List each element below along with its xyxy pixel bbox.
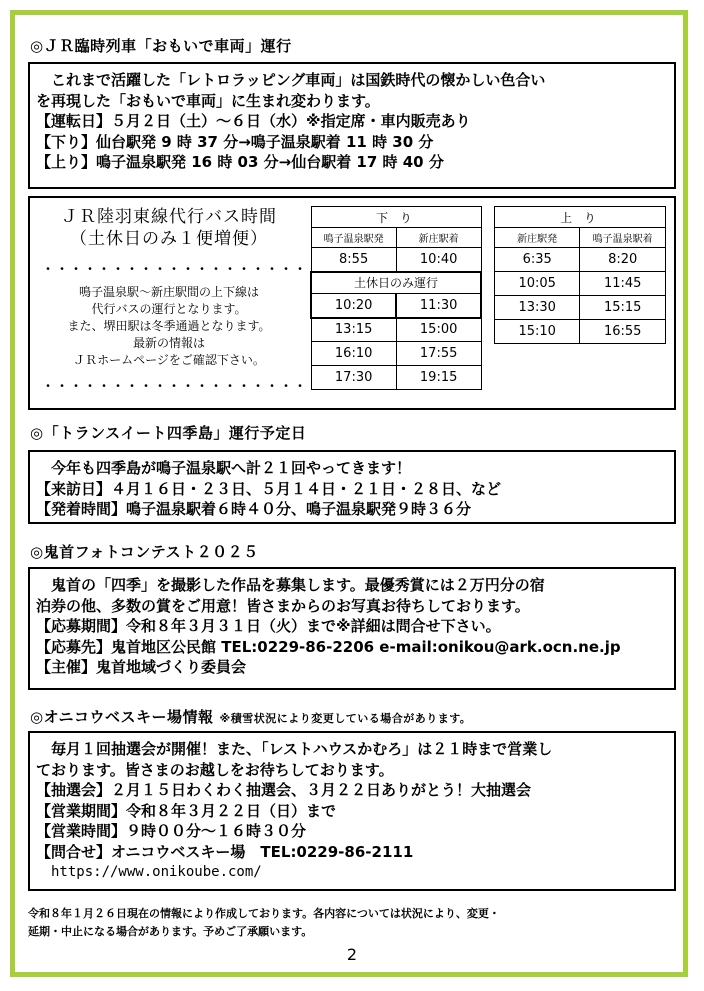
train-suite-line: 【来訪日】４月１６日・２３日、５月１４日・２１日・２８日、など [36,479,502,498]
down-time-cell: 13:15 [311,318,396,342]
bus-title: ＪＲ陸羽東線代行バス時間 [61,207,277,227]
up-time-cell: 10:05 [495,272,580,296]
up-direction-label: 上 り [495,207,666,228]
jr-train-line: 【下り】仙台駅発 9 時 37 分→鳴子温泉駅着 11 時 30 分 [36,132,434,151]
ski-heading-note: ※積雪状況により変更している場合があります。 [219,712,472,725]
up-time-cell: 6:35 [495,248,580,272]
up-time-cell: 13:30 [495,296,580,320]
ski-line: 【営業期間】令和８年３月２２日（日）まで [36,801,337,820]
up-time-cell: 16:55 [580,320,666,344]
jr-train-line: を再現した「おもいで車両」に生まれ変わります。 [36,91,380,110]
jr-train-heading: ◎ＪＲ臨時列車「おもいで車両」運行 [30,37,292,55]
bus-subtitle: （土休日のみ１便増便） [70,229,268,249]
down-time-cell: 17:55 [396,342,481,366]
train-suite-box [28,450,676,524]
down-time-cell: 15:00 [396,318,481,342]
weekend-only-label: 土休日のみ運行 [311,272,481,294]
up-time-cell: 8:20 [580,248,666,272]
photo-contest-line: 【応募先】鬼首地区公民館 TEL:0229-86-2206 e-mail:onikou@ark.ocn.ne.jp [36,637,621,656]
down-time-cell: 10:20 [311,294,396,318]
bus-box [28,196,676,410]
train-suite-line: 【発着時間】鳴子温泉駅着６時４０分、鳴子温泉駅発９時３６分 [36,500,472,518]
photo-contest-heading: ◎鬼首フォトコンテスト２０２５ [30,543,259,561]
bus-note-line: 代行バスの運行となります。 [91,302,247,316]
ski-line: 【営業時間】９時００分～１６時３０分 [36,822,307,840]
down-direction-label: 下 り [311,207,481,228]
page-number: 2 [346,945,358,964]
bus-note-line: ＪＲホームページをご確認下さい。 [73,353,265,367]
jr-train-line: これまで活躍した「レトロラッピング車両」は国鉄時代の懐かしい色合い [51,71,546,89]
ski-heading-text: ◎オニコウベスキー場情報 [30,708,214,726]
ski-line: 【問合せ】オニコウベスキー場 TEL:0229-86-2111 [36,842,414,861]
bus-note-line: また、堺田駅は冬季通過となります。 [67,319,271,333]
down-to-station: 新庄駅着 [396,228,481,248]
photo-contest-line: 鬼首の「四季」を撮影した作品を募集します。最優秀賞には２万円分の宿 [51,576,545,594]
jr-train-line: 【上り】鳴子温泉駅発 16 時 03 分→仙台駅着 17 時 40 分 [36,153,444,171]
photo-contest-box [28,567,676,690]
down-time-cell: 11:30 [396,294,481,318]
down-from-station: 鳴子温泉駅発 [311,228,396,248]
down-timetable [310,206,482,390]
down-time-cell: 10:40 [396,248,481,272]
jr-train-box [28,62,676,189]
down-time-cell: 8:55 [311,248,396,272]
up-timetable [494,206,666,344]
ski-line: 毎月１回抽選会が開催！また、「レストハウスかむろ」は２１時まで営業し [51,740,553,758]
ski-line: 【抽選会】２月１５日わくわく抽選会、３月２２日ありがとう！大抽選会 [36,781,532,799]
up-time-cell: 15:10 [495,320,580,344]
ski-heading [30,706,471,727]
bus-note-line: 最新の情報は [132,336,205,350]
dotted-divider: ・・・・・・・・・・・・・・・・・・・ [42,262,309,276]
up-to-station: 鳴子温泉駅着 [580,228,666,248]
photo-contest-line: 泊券の他、多数の賞をご用意！皆さまからのお写真お待ちしております。 [36,596,530,615]
down-time-cell: 16:10 [311,342,396,366]
bus-note-line: 鳴子温泉駅～新庄駅間の上下線は [78,285,259,299]
up-time-cell: 15:15 [580,296,666,320]
down-time-cell: 17:30 [311,366,396,390]
up-from-station: 新庄駅発 [495,228,580,248]
bus-note [38,284,300,369]
footer-note-line: 延期・中止になる場合があります。予めご了承願います。 [28,925,313,938]
up-time-cell: 11:45 [580,272,666,296]
ski-line: ております。皆さまのお越しをお待ちしております。 [36,760,394,779]
ski-box [28,731,676,891]
down-time-cell: 19:15 [396,366,481,390]
dotted-divider: ・・・・・・・・・・・・・・・・・・・ [42,379,309,393]
footer-note-line: 令和８年１月２６日現在の情報により作成しております。各内容については状況により、変更・ [28,907,500,920]
train-suite-line: 今年も四季島が鳴子温泉駅へ計２１回やってきます！ [51,459,412,477]
ski-website-link[interactable]: https://www.onikoube.com/ [51,864,262,880]
photo-contest-line: 【主催】鬼首地域づくり委員会 [36,658,247,676]
photo-contest-line: 【応募期間】令和８年３月３１日（火）まで※詳細は問合せ下さい。 [36,617,501,635]
train-suite-heading: ◎「トランスイート四季島」運行予定日 [30,424,307,442]
jr-train-line: 【運転日】５月２日（土）～６日（水）※指定席・車内販売あり [36,112,471,130]
